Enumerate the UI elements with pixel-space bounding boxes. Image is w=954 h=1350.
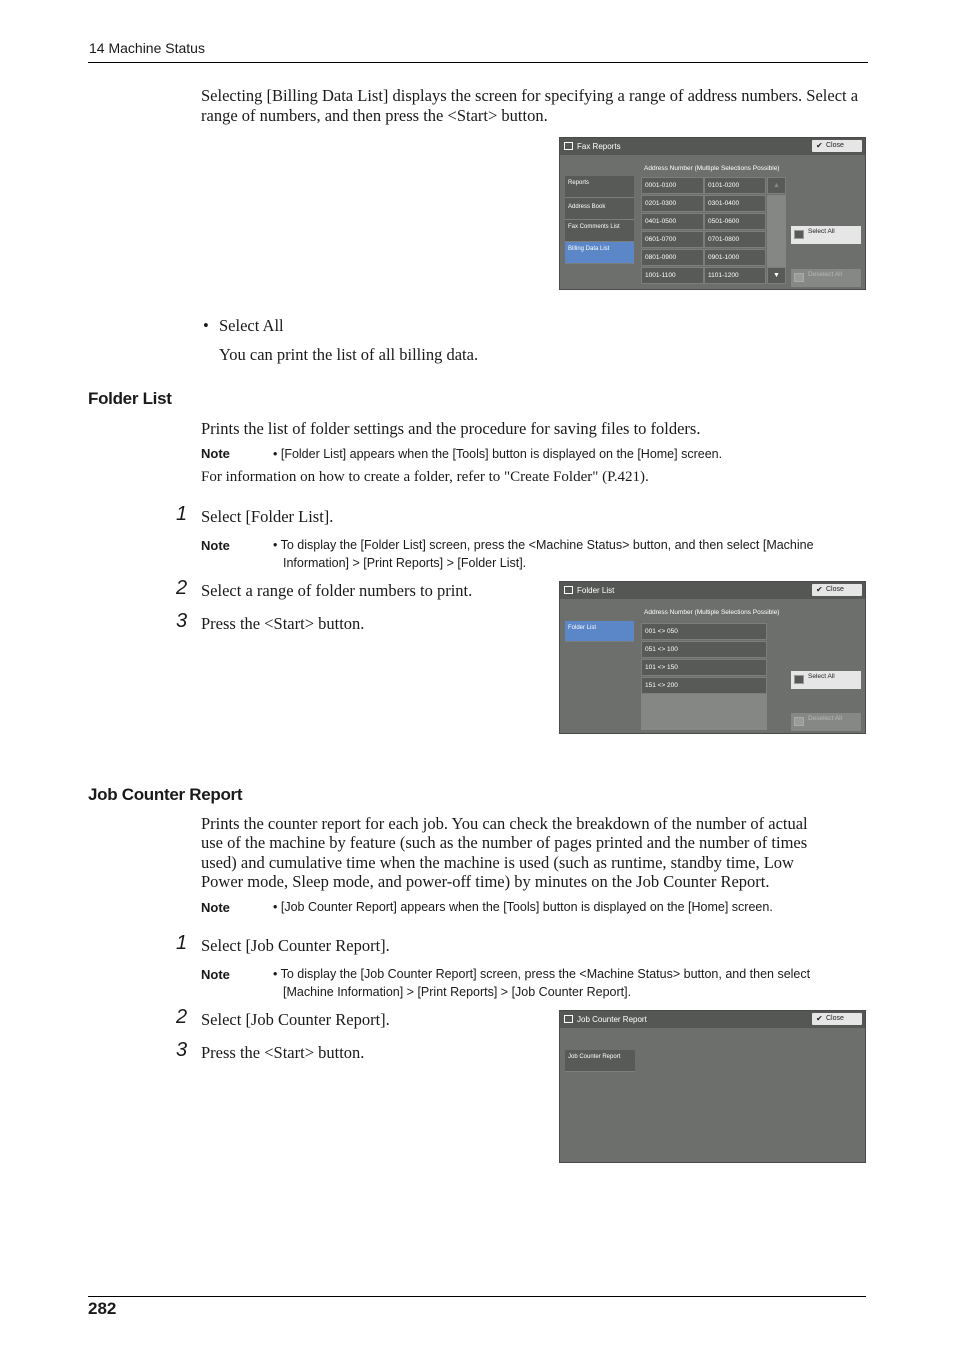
- column-header: Address Number (Multiple Selections Possible): [644, 609, 780, 616]
- range-cell[interactable]: 0901-1000: [704, 249, 766, 266]
- close-label: Close: [826, 142, 844, 149]
- running-header: 14 Machine Status: [89, 40, 205, 56]
- nav-billing-data-list[interactable]: Billing Data List: [565, 242, 634, 264]
- scroll-track[interactable]: [767, 195, 786, 267]
- select-all-label: Select All: [808, 673, 835, 680]
- range-cell[interactable]: 001 <> 050: [641, 623, 767, 640]
- empty-list-area: [641, 694, 767, 730]
- range-cell[interactable]: 151 <> 200: [641, 677, 767, 694]
- deselect-all-icon: [794, 273, 804, 282]
- range-cell[interactable]: 0801-0900: [641, 249, 704, 266]
- step-text: Select [Job Counter Report].: [201, 936, 390, 955]
- job-counter-description-line: use of the machine by feature (such as the number of pages printed and the number of times: [201, 833, 808, 852]
- note-text: • [Folder List] appears when the [Tools] button is displayed on the [Home] screen.: [273, 447, 723, 461]
- checkmark-icon: ✔: [816, 585, 823, 594]
- note-text: • To display the [Folder List] screen, press the <Machine Status> button, and then select [Machine: [273, 538, 814, 552]
- job-counter-titlebar: [560, 1011, 865, 1028]
- select-all-icon: [794, 675, 804, 684]
- select-all-description: You can print the list of all billing data.: [219, 345, 479, 364]
- range-cell[interactable]: 1101-1200: [704, 267, 766, 284]
- close-button[interactable]: [812, 140, 862, 152]
- job-counter-report-screen: [559, 1010, 866, 1163]
- job-counter-description-line: Prints the counter report for each job. You can check the breakdown of the number of actual: [201, 814, 808, 833]
- nav-reports[interactable]: Reports: [565, 176, 634, 198]
- deselect-all-button[interactable]: [791, 269, 861, 287]
- range-cell[interactable]: 051 <> 100: [641, 641, 767, 658]
- select-all-bullet-label: Select All: [219, 316, 284, 335]
- note-text: [Machine Information] > [Print Reports] > [Job Counter Report].: [283, 985, 632, 999]
- close-label: Close: [826, 586, 844, 593]
- select-all-label: Select All: [808, 228, 835, 235]
- step-number: 1: [176, 932, 188, 954]
- range-cell[interactable]: 0601-0700: [641, 231, 704, 248]
- select-all-button[interactable]: [791, 226, 861, 244]
- column-header: Address Number (Multiple Selections Possible): [644, 165, 780, 172]
- folder-list-screen: [559, 581, 866, 734]
- nav-job-counter-report[interactable]: Job Counter Report: [565, 1050, 635, 1072]
- nav-fax-comments-list[interactable]: Fax Comments List: [565, 220, 634, 242]
- scroll-down-button[interactable]: ▼: [767, 267, 786, 284]
- fax-icon: [564, 142, 573, 150]
- note-label: Note: [201, 967, 230, 982]
- fax-reports-titlebar: [560, 138, 865, 155]
- job-counter-description-line: Power mode, Sleep mode, and power-off time) by minutes on the Job Counter Report.: [201, 872, 770, 891]
- step-number: 2: [176, 577, 188, 599]
- checkmark-icon: ✔: [816, 1014, 823, 1023]
- checkmark-icon: ✔: [816, 141, 823, 150]
- range-cell[interactable]: 0501-0600: [704, 213, 766, 230]
- note-label: Note: [201, 446, 230, 461]
- footer-rule: [88, 1296, 866, 1297]
- fax-reports-title: Fax Reports: [577, 142, 621, 151]
- step-text: Press the <Start> button.: [201, 1043, 365, 1062]
- deselect-all-button[interactable]: [791, 713, 861, 731]
- close-button[interactable]: [812, 584, 862, 596]
- deselect-all-label: Deselect All: [808, 715, 842, 722]
- section-title-job-counter-report: Job Counter Report: [88, 785, 243, 804]
- range-cell[interactable]: 0701-0800: [704, 231, 766, 248]
- note-text: • To display the [Job Counter Report] screen, press the <Machine Status> button, and then select: [273, 967, 811, 981]
- step-number: 2: [176, 1006, 188, 1028]
- range-cell[interactable]: 0101-0200: [704, 177, 766, 194]
- fax-reports-screen: [559, 137, 866, 290]
- note-text: • [Job Counter Report] appears when the [Tools] button is displayed on the [Home] screen.: [273, 900, 773, 914]
- note-label: Note: [201, 538, 230, 553]
- page-number: 282: [88, 1299, 117, 1318]
- bullet: •: [203, 316, 209, 335]
- folder-list-titlebar: [560, 582, 865, 599]
- note-text: Information] > [Print Reports] > [Folder List].: [283, 556, 527, 570]
- job-counter-description-line: used) and cumulative time when the machine is used (such as runtime, standby time, Low: [201, 853, 794, 872]
- nav-folder-list[interactable]: Folder List: [565, 621, 634, 642]
- folder-list-description: Prints the list of folder settings and the procedure for saving files to folders.: [201, 419, 701, 438]
- step-text: Select [Job Counter Report].: [201, 1010, 390, 1029]
- range-cell[interactable]: 0201-0300: [641, 195, 704, 212]
- scroll-up-button[interactable]: ▲: [767, 177, 786, 194]
- deselect-all-label: Deselect All: [808, 271, 842, 278]
- deselect-all-icon: [794, 717, 804, 726]
- step-text: Press the <Start> button.: [201, 614, 365, 633]
- header-rule: [88, 62, 868, 63]
- step-number: 3: [176, 610, 188, 632]
- folder-icon: [564, 586, 573, 594]
- range-cell[interactable]: 101 <> 150: [641, 659, 767, 676]
- range-cell[interactable]: 0301-0400: [704, 195, 766, 212]
- job-counter-screen-title: Job Counter Report: [577, 1015, 647, 1024]
- close-label: Close: [826, 1015, 844, 1022]
- range-cell[interactable]: 0401-0500: [641, 213, 704, 230]
- section-title-folder-list: Folder List: [88, 389, 172, 408]
- folder-info-text: For information on how to create a folder, refer to "Create Folder" (P.421).: [201, 469, 649, 485]
- range-cell[interactable]: 1001-1100: [641, 267, 704, 284]
- range-cell[interactable]: 0001-0100: [641, 177, 704, 194]
- folder-list-screen-title: Folder List: [577, 586, 615, 595]
- note-label: Note: [201, 900, 230, 915]
- close-button[interactable]: [812, 1013, 862, 1025]
- step-text: Select a range of folder numbers to print.: [201, 581, 473, 600]
- select-all-button[interactable]: [791, 671, 861, 689]
- report-icon: [564, 1015, 573, 1023]
- select-all-icon: [794, 230, 804, 239]
- step-text: Select [Folder List].: [201, 507, 334, 526]
- nav-address-book[interactable]: Address Book: [565, 198, 634, 220]
- step-number: 3: [176, 1039, 188, 1061]
- intro-paragraph: Selecting [Billing Data List] displays the screen for specifying a range of address numbers. Select a range of numbers, and then press the <Start> button.: [201, 86, 859, 125]
- step-number: 1: [176, 503, 188, 525]
